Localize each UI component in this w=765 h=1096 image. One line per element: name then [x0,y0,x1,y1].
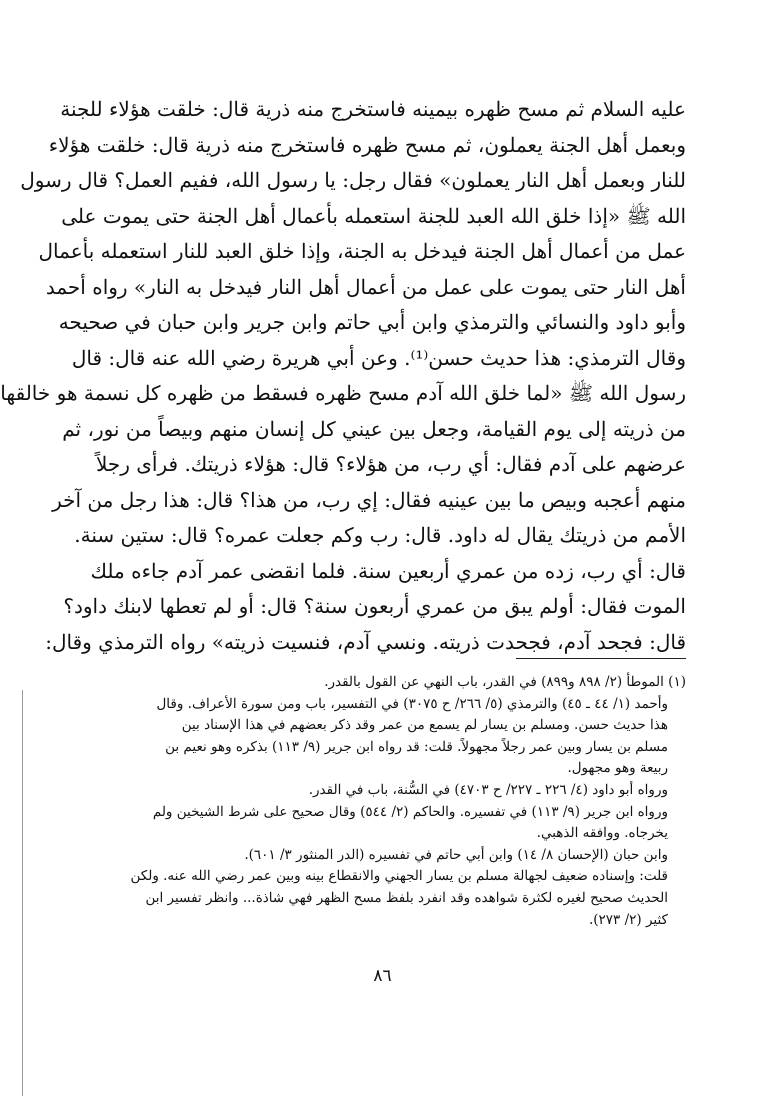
footnote-line: يخرجاه. ووافقه الذهبي. [536,825,668,842]
text-line: أهل النار حتى يموت على عمل من أعمال أهل النار فيدخل به النار» رواه أحمد [45,274,686,299]
text-line: وقال الترمذي: هذا حديث حسن⁽¹⁾. وعن أبي هريرة رضي الله عنه قال: قال [71,345,686,370]
text-line: للنار وبعمل أهل النار يعملون» فقال رجل: يا رسول الله، ففيم العمل؟ قال رسول [20,168,686,192]
main-text [0,92,686,660]
footnote-line: قلت: وإسناده ضعيف لجهالة مسلم بن يسار الجهني والانقطاع بينه وبين عمر رضي الله عنه. ولكن [130,868,668,885]
text-line: عليه السلام ثم مسح ظهره بيمينه فاستخرج منه ذرية قال: خلقت هؤلاء للجنة [60,97,686,121]
text-line: قال: أي رب، زده من عمري أربعين سنة. فلما انقضى عمر آدم جاءه ملك [90,558,686,583]
scan-margin-line [22,690,23,1096]
footnote-line: وأحمد (١/ ٤٤ ـ ٤٥) والترمذي (٥/ ٢٦٦/ ح ٣٠٧٥) في التفسير، باب ومن سورة الأعراف. وقال [156,695,668,712]
text-line: عرضهم على آدم فقال: أي رب، من هؤلاء؟ قال: هؤلاء ذريتك. فرأى رجلاً [95,452,686,476]
text-line: رسول الله ﷺ «لما خلق الله آدم مسح ظهره فسقط من ظهره كل نسمة هو خالقها [0,381,686,405]
text-line: قال: فجحد آدم، فجحدت ذريته. ونسي آدم، فنسيت ذريته» رواه الترمذي وقال: [45,629,686,654]
footnote-line: كثير (٢/ ٢٧٣). [588,911,668,928]
text-line: وأبو داود والنسائي والترمذي وابن أبي حاتم وابن جرير وابن حبان في صحيحه [58,310,686,334]
footnotes [96,672,686,931]
footnote-line: ربيعة وهو مجهول. [567,760,668,777]
text-line: منهم أعجبه وبيص ما بين عينيه فقال: إي رب، من هذا؟ قال: هذا رجل من آخر [52,487,686,512]
text-line: من ذريته إلى يوم القيامة، وجعل بين عيني كل إنسان منهم وبيصاً من نور، ثم [62,416,686,441]
footnote-line: مسلم بن يسار وبين عمر رجلاً مجهولاً. قلت: قد رواه ابن جرير (٩/ ١١٣) بذكره وهو نعيم بن [165,738,668,755]
footnote-separator [516,658,686,659]
text-line: الموت فقال: أولم يبق من عمري أربعون سنة؟ قال: أو لم تعطها لابنك داود؟ [63,594,686,618]
footnote-line: وابن حبان (الإحسان ٨/ ١٤) وابن أبي حاتم في تفسيره (الدر المنثور ٣/ ٦٠١). [244,846,668,863]
footnote-line: (١) الموطأ (٢/ ٨٩٨ و٨٩٩) في القدر، باب النهي عن القول بالقدر. [324,674,686,690]
text-line: الأمم من ذريتك يقال له داود. قال: رب وكم جعلت عمره؟ قال: ستين سنة. [74,523,686,547]
text-line: الله ﷺ «إذا خلق الله العبد للجنة استعمله بأعمال أهل الجنة حتى يموت على [61,203,686,228]
footnote-line: الحديث صحيح لغيره لكثرة شواهده وقد انفرد بلفظ مسح الظهر فهي شاذة... وانظر تفسير ابن [145,889,668,906]
text-line: عمل من أعمال أهل الجنة فيدخل به الجنة، وإذا خلق العبد للنار استعمله بأعمال [38,239,686,263]
text-line: وبعمل أهل الجنة يعملون، ثم مسح ظهره فاستخرج منه ذرية قال: خلقت هؤلاء [48,132,686,157]
footnote-line: هذا حديث حسن. ومسلم بن يسار لم يسمع من عمر وقد ذكر بعضهم في هذا الإسناد بين [181,717,668,734]
footnote-line: ورواه ابن جرير (٩/ ١١٣) في تفسيره. والحاكم (٢/ ٥٤٤) وقال صحيح على شرط الشيخين ولم [152,803,668,820]
page-number: ٨٦ [373,966,392,986]
footnote-line: ورواه أبو داود (٤/ ٢٢٦ ـ ٢٢٧/ ح ٤٧٠٣) في السُّنة، باب في القدر. [308,781,668,798]
